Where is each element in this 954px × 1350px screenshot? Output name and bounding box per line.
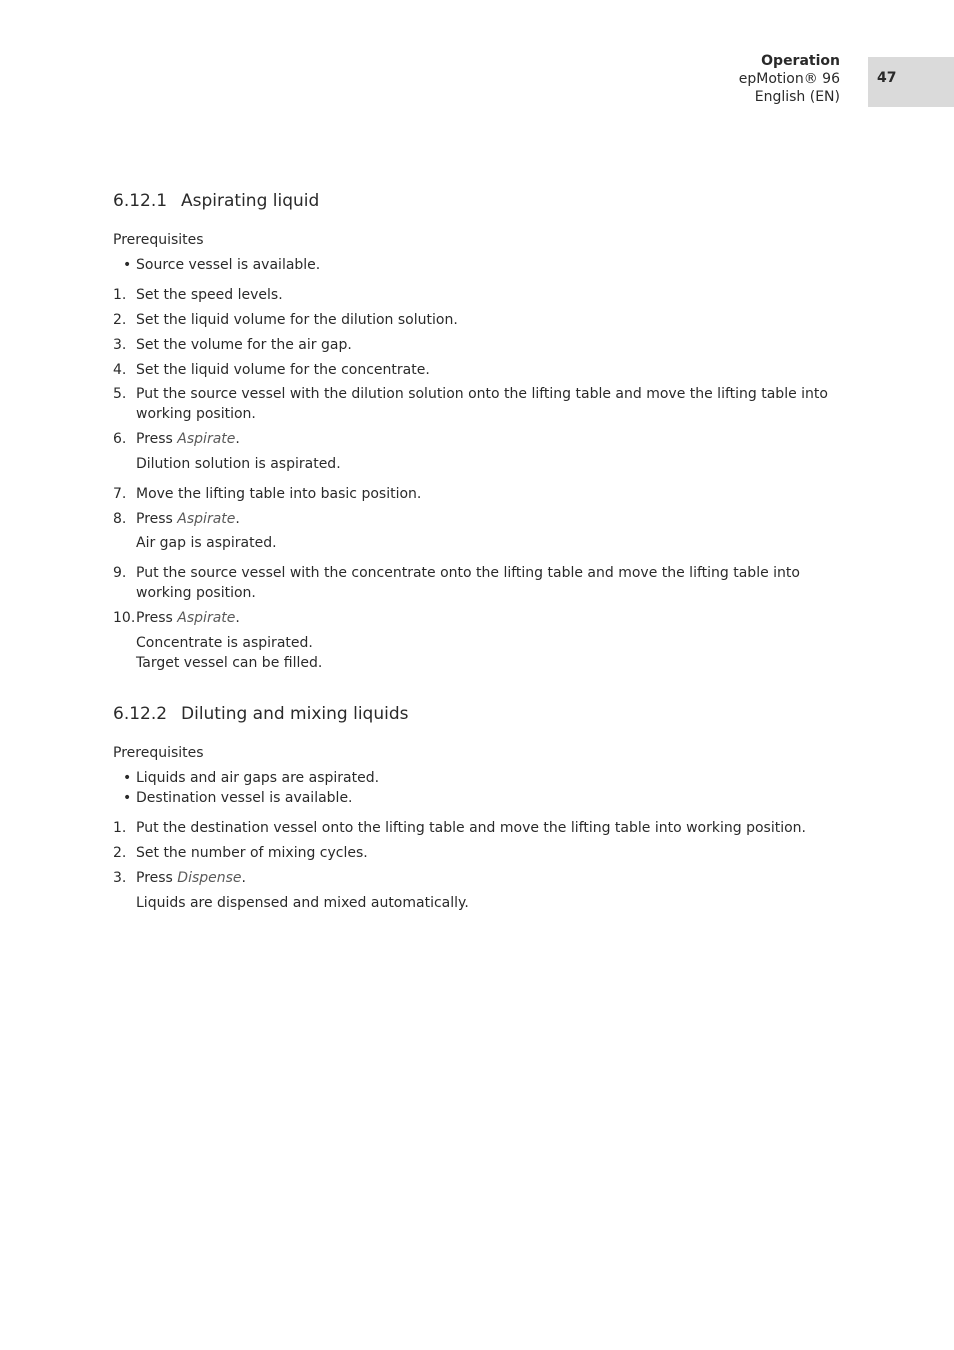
step-item: 9. Put the source vessel with the concentrate onto the lifting table and move the lifting table into working position.	[113, 565, 800, 601]
step-item: 6. Press Aspirate.	[113, 431, 240, 447]
section-heading-diluting	[113, 703, 408, 725]
step-item: 2. Set the number of mixing cycles.	[113, 845, 368, 861]
section-title: Aspirating liquid	[181, 191, 320, 211]
step-result: Air gap is aspirated.	[136, 535, 277, 551]
page-number-tab	[868, 57, 954, 107]
section-number: 6.12.1	[113, 191, 168, 211]
chapter-title: Operation	[761, 53, 840, 69]
action-dispense: Dispense	[177, 870, 242, 886]
step-item: 1. Put the destination vessel onto the lifting table and move the lifting table into working position.	[113, 820, 806, 836]
section-number: 6.12.2	[113, 704, 168, 724]
step-result: Target vessel can be filled.	[136, 655, 323, 671]
list-item: • Destination vessel is available.	[123, 788, 379, 808]
prerequisites-label: Prerequisites	[113, 745, 204, 761]
running-header	[739, 52, 840, 106]
list-item: • Liquids and air gaps are aspirated.	[123, 768, 379, 788]
step-result: Dilution solution is aspirated.	[136, 456, 341, 472]
step-item: 2. Set the liquid volume for the dilution solution.	[113, 312, 458, 328]
action-aspirate: Aspirate	[177, 431, 236, 447]
prerequisites-list	[123, 768, 379, 808]
step-item: 3. Press Dispense.	[113, 870, 246, 886]
step-item: 4. Set the liquid volume for the concentrate.	[113, 362, 430, 378]
step-item: 1. Set the speed levels.	[113, 287, 283, 303]
prerequisites-label: Prerequisites	[113, 232, 204, 248]
step-result: Liquids are dispensed and mixed automatically.	[136, 895, 469, 911]
product-name: epMotion® 96	[738, 71, 840, 87]
action-aspirate: Aspirate	[177, 610, 236, 626]
action-aspirate: Aspirate	[177, 511, 236, 527]
prerequisites-list	[123, 255, 320, 275]
section-heading-aspirating	[113, 190, 319, 212]
language-label: English (EN)	[754, 89, 840, 105]
step-item: 10. Press Aspirate.	[113, 610, 240, 626]
section-title: Diluting and mixing liquids	[181, 704, 409, 724]
step-item: 3. Set the volume for the air gap.	[113, 337, 352, 353]
page-number: 47	[877, 70, 897, 86]
step-result: Concentrate is aspirated.	[136, 635, 313, 651]
step-item: 8. Press Aspirate.	[113, 511, 240, 527]
step-item: 7. Move the lifting table into basic position.	[113, 486, 422, 502]
list-item: • Source vessel is available.	[123, 255, 320, 275]
step-item: 5. Put the source vessel with the dilution solution onto the lifting table and move the lifting table into working position.	[113, 386, 828, 422]
